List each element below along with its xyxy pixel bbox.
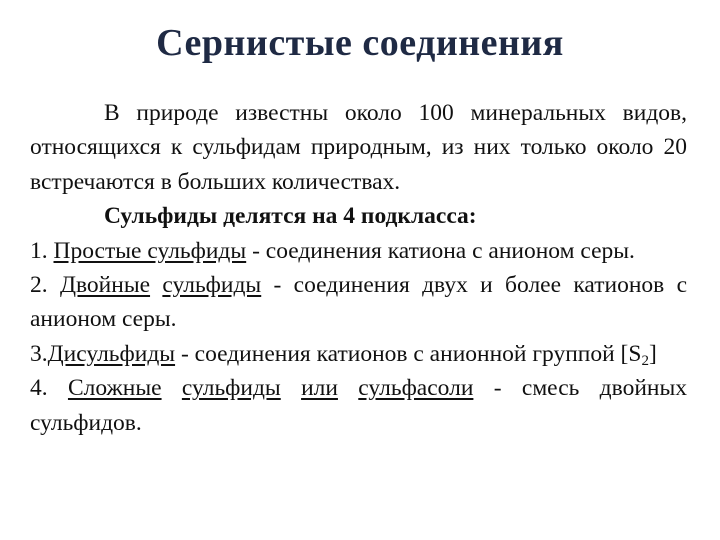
item-term-part: Сложные bbox=[67, 375, 162, 402]
subscript: 2 bbox=[641, 352, 649, 369]
list-item-4 bbox=[30, 371, 687, 440]
item-term-part: сульфиды bbox=[162, 272, 262, 299]
list-item-1 bbox=[30, 234, 687, 268]
item-term-part: Двойные bbox=[59, 272, 151, 299]
item-number: 2. bbox=[30, 272, 48, 299]
item-number: 3. bbox=[30, 340, 48, 367]
item-term-part: или bbox=[301, 375, 338, 402]
item-description: - соединения катионов с анионной группой [S bbox=[175, 340, 642, 367]
list-item-3 bbox=[30, 337, 687, 371]
item-description: - соединения катиона с анионом серы. bbox=[246, 237, 635, 264]
item-number: 1. bbox=[30, 237, 48, 264]
slide-body bbox=[30, 96, 687, 440]
subheading: Сульфиды делятся на 4 подкласса: bbox=[104, 203, 477, 230]
item-description: - соединения двух и более катионов с анионом серы. bbox=[30, 272, 688, 333]
item-term-part: сульфиды bbox=[181, 375, 281, 402]
item-term-part: сульфасоли bbox=[358, 375, 474, 402]
item-description-end: ] bbox=[648, 340, 657, 367]
list-item-2 bbox=[30, 268, 687, 337]
item-term: Простые сульфиды bbox=[53, 237, 247, 264]
intro-paragraph: В природе известны около 100 минеральных видов, относящихся к сульфидам природным, из них только около 20 встречаются в больших количествах. bbox=[30, 100, 687, 195]
item-term: Дисульфиды bbox=[47, 340, 176, 367]
item-number: 4. bbox=[30, 375, 48, 402]
slide-title: Сернистые соединения bbox=[156, 22, 564, 64]
item-description: - смесь двойных сульфидов. bbox=[30, 375, 688, 436]
